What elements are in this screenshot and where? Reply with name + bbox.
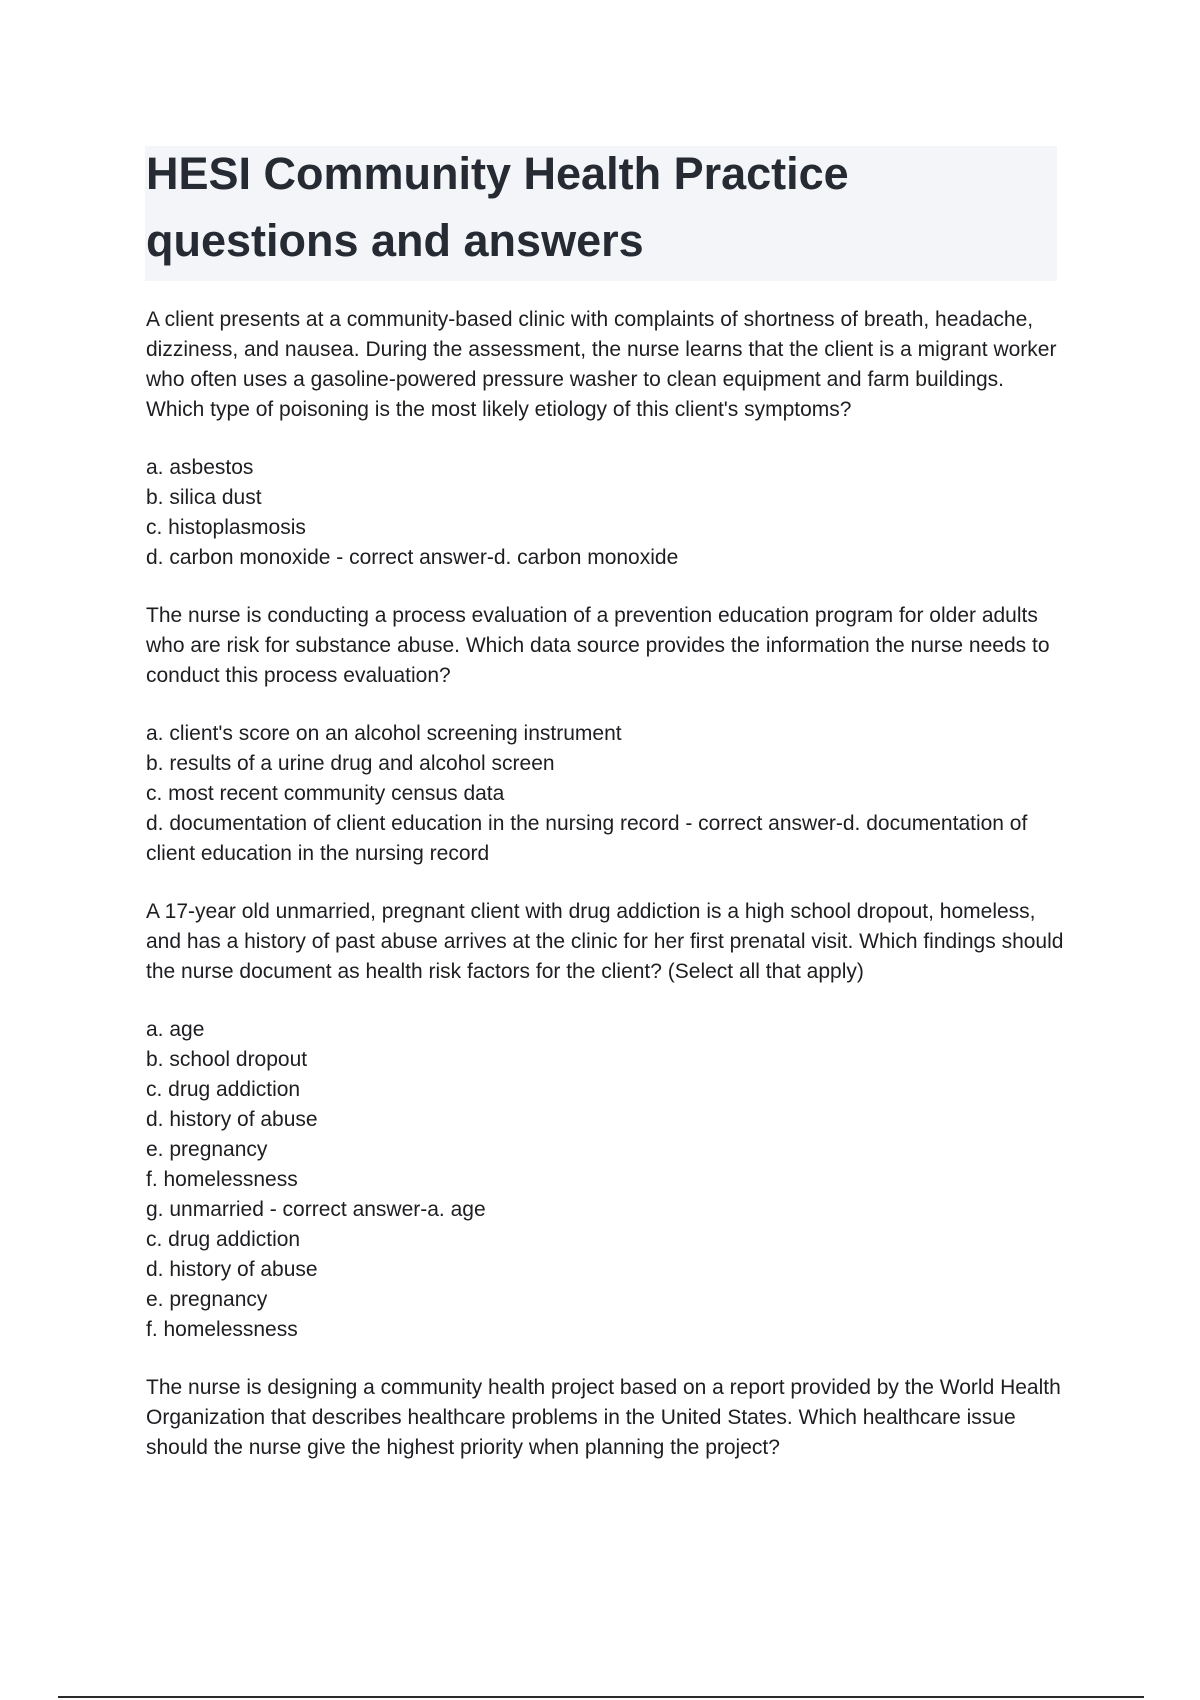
option-item: d. documentation of client education in the nursing record - correct answer-d. documentation of client education in the nursing record xyxy=(146,812,1028,865)
question-3-options xyxy=(146,1015,1066,1345)
option-item: d. history of abuse xyxy=(146,1108,318,1131)
option-item: c. drug addiction xyxy=(146,1228,301,1251)
option-item: e. pregnancy xyxy=(146,1138,268,1161)
page-title: HESI Community Health Practice questions and answers xyxy=(146,148,849,266)
option-item: f. homelessness xyxy=(146,1168,298,1191)
question-2-stem: The nurse is conducting a process evaluation of a prevention education program for older adults who are risk for substance abuse. Which data source provides the information the nurse needs to conduct this process evaluation? xyxy=(146,604,1050,687)
option-item: c. histoplasmosis xyxy=(146,516,306,539)
option-item: b. results of a urine drug and alcohol screen xyxy=(146,752,555,775)
question-1-stem: A client presents at a community-based clinic with complaints of shortness of breath, headache, dizziness, and nausea. During the assessment, the nurse learns that the client is a migrant worker who often uses a gasoline-powered pressure washer to clean equipment and farm buildings. Which type of poisoning is the most likely etiology of this client's symptoms? xyxy=(146,308,1057,421)
option-item: f. homelessness xyxy=(146,1318,298,1341)
question-4-stem: The nurse is designing a community health project based on a report provided by the World Health Organization that describes healthcare problems in the United States. Which healthcare issue should the nurse give the highest priority when planning the project? xyxy=(146,1376,1061,1459)
option-item: b. silica dust xyxy=(146,486,262,509)
option-item: c. most recent community census data xyxy=(146,782,505,805)
question-1-options xyxy=(146,453,1066,573)
option-item: a. asbestos xyxy=(146,456,254,479)
document-body xyxy=(146,305,1066,1491)
option-item: c. drug addiction xyxy=(146,1078,301,1101)
option-item: g. unmarried - correct answer-a. age xyxy=(146,1198,486,1221)
option-item: b. school dropout xyxy=(146,1048,308,1071)
question-3-stem: A 17-year old unmarried, pregnant client with drug addiction is a high school dropout, homeless, and has a history of past abuse arrives at the clinic for her first prenatal visit. Which findings should the nurse document as health risk factors for the client? (Select all that apply) xyxy=(146,900,1064,983)
option-item: e. pregnancy xyxy=(146,1288,268,1311)
option-item: a. client's score on an alcohol screening instrument xyxy=(146,722,622,745)
option-item: a. age xyxy=(146,1018,205,1041)
option-item: d. history of abuse xyxy=(146,1258,318,1281)
option-item: d. carbon monoxide - correct answer-d. carbon monoxide xyxy=(146,546,679,569)
page-bottom-divider xyxy=(58,1696,1144,1698)
question-2-options xyxy=(146,719,1066,869)
